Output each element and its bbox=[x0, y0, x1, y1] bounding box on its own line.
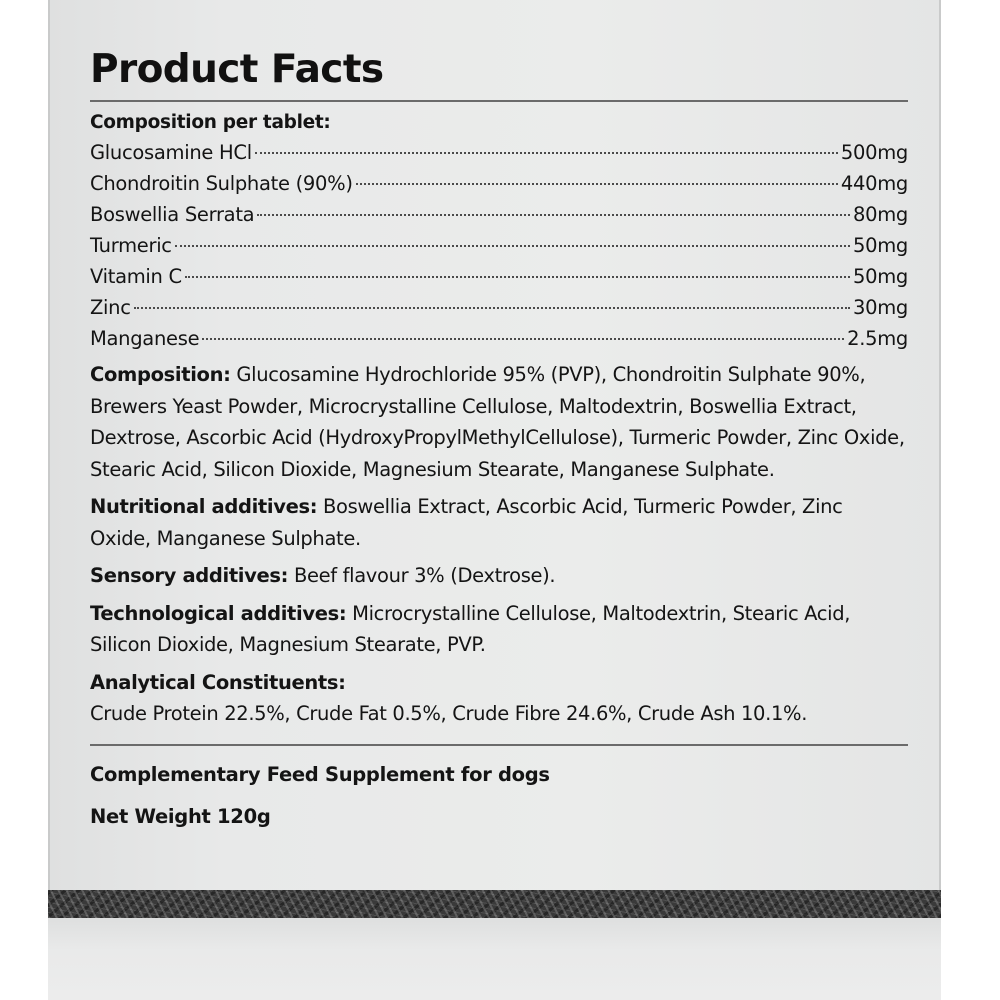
ingredient-amount: 50mg bbox=[853, 234, 908, 257]
analytical-constituents-label: Analytical Constituents: bbox=[90, 670, 346, 694]
ingredient-row bbox=[90, 137, 908, 168]
ingredient-name: Vitamin C bbox=[90, 265, 182, 288]
ingredient-row bbox=[90, 292, 908, 323]
technological-additives-text: Microcrystalline Cellulose, Maltodextrin, Stearic Acid, Silicon Dioxide, Magnesium Stearate, PVP. bbox=[90, 601, 851, 656]
sensory-additives-text: Beef flavour 3% (Dextrose). bbox=[288, 564, 556, 587]
nutritional-additives-label: Nutritional additives: bbox=[90, 495, 318, 518]
dotted-leader bbox=[202, 338, 844, 340]
composition-paragraph bbox=[90, 359, 908, 485]
technological-additives-label: Technological additives: bbox=[90, 601, 347, 625]
ingredient-amount: 80mg bbox=[853, 203, 908, 226]
ingredient-amount: 2.5mg bbox=[847, 327, 908, 350]
ingredient-amount: 30mg bbox=[853, 296, 908, 319]
panel-right-edge bbox=[939, 0, 941, 1000]
ingredient-amount: 50mg bbox=[853, 265, 908, 288]
composition-text: Glucosamine Hydrochloride 95% (PVP), Chondroitin Sulphate 90%, Brewers Yeast Powder, Microcrystalline Cellulose, Maltodextrin, Boswellia Extract, Dextrose, Ascorbic Acid (HydroxyPropylMethylCellulose), Turmeric Powder, Zinc Oxide, Stearic Acid, Silicon Dioxide, Magnesium Stearate, Manganese Sulphate. bbox=[90, 363, 905, 481]
dotted-leader bbox=[255, 152, 838, 154]
ingredient-amount: 500mg bbox=[840, 141, 908, 164]
panel-left-edge bbox=[48, 0, 50, 1000]
ingredient-amount: 440mg bbox=[840, 172, 908, 195]
sensory-additives-label: Sensory additives: bbox=[90, 564, 289, 587]
ingredient-row bbox=[90, 230, 908, 261]
footer-divider bbox=[90, 744, 908, 746]
textured-band bbox=[48, 890, 941, 918]
nutritional-additives-paragraph bbox=[90, 491, 908, 554]
ingredient-name: Zinc bbox=[90, 296, 131, 319]
net-weight: Net Weight 120g bbox=[90, 804, 271, 828]
dotted-leader bbox=[134, 307, 850, 309]
ingredient-name: Glucosamine HCl bbox=[90, 141, 252, 164]
sensory-additives-paragraph bbox=[90, 560, 908, 592]
analytical-constituents-paragraph bbox=[90, 667, 908, 730]
ingredient-name: Manganese bbox=[90, 327, 200, 350]
dotted-leader bbox=[356, 183, 838, 185]
ingredient-list bbox=[90, 137, 908, 354]
composition-label: Composition: bbox=[90, 363, 231, 386]
per-tablet-heading: Composition per tablet: bbox=[90, 112, 331, 133]
ingredient-row bbox=[90, 323, 908, 354]
title-divider bbox=[90, 100, 908, 102]
ingredient-name: Boswellia Serrata bbox=[90, 203, 255, 226]
dotted-leader bbox=[257, 214, 850, 216]
dotted-leader bbox=[185, 276, 850, 278]
analytical-constituents-text: Crude Protein 22.5%, Crude Fat 0.5%, Crude Fibre 24.6%, Crude Ash 10.1%. bbox=[90, 702, 808, 725]
nutritional-additives-text: Boswellia Extract, Ascorbic Acid, Turmeric Powder, Zinc Oxide, Manganese Sulphate. bbox=[90, 495, 843, 550]
technological-additives-paragraph bbox=[90, 598, 908, 661]
ingredient-row bbox=[90, 261, 908, 292]
lower-panel bbox=[48, 918, 941, 1000]
dotted-leader bbox=[175, 245, 850, 247]
page-title: Product Facts bbox=[90, 47, 384, 92]
ingredient-name: Chondroitin Sulphate (90%) bbox=[90, 172, 353, 195]
ingredient-row bbox=[90, 199, 908, 230]
ingredient-name: Turmeric bbox=[90, 234, 172, 257]
ingredient-row bbox=[90, 168, 908, 199]
supplement-statement: Complementary Feed Supplement for dogs bbox=[90, 762, 550, 786]
product-facts-content bbox=[90, 42, 908, 832]
